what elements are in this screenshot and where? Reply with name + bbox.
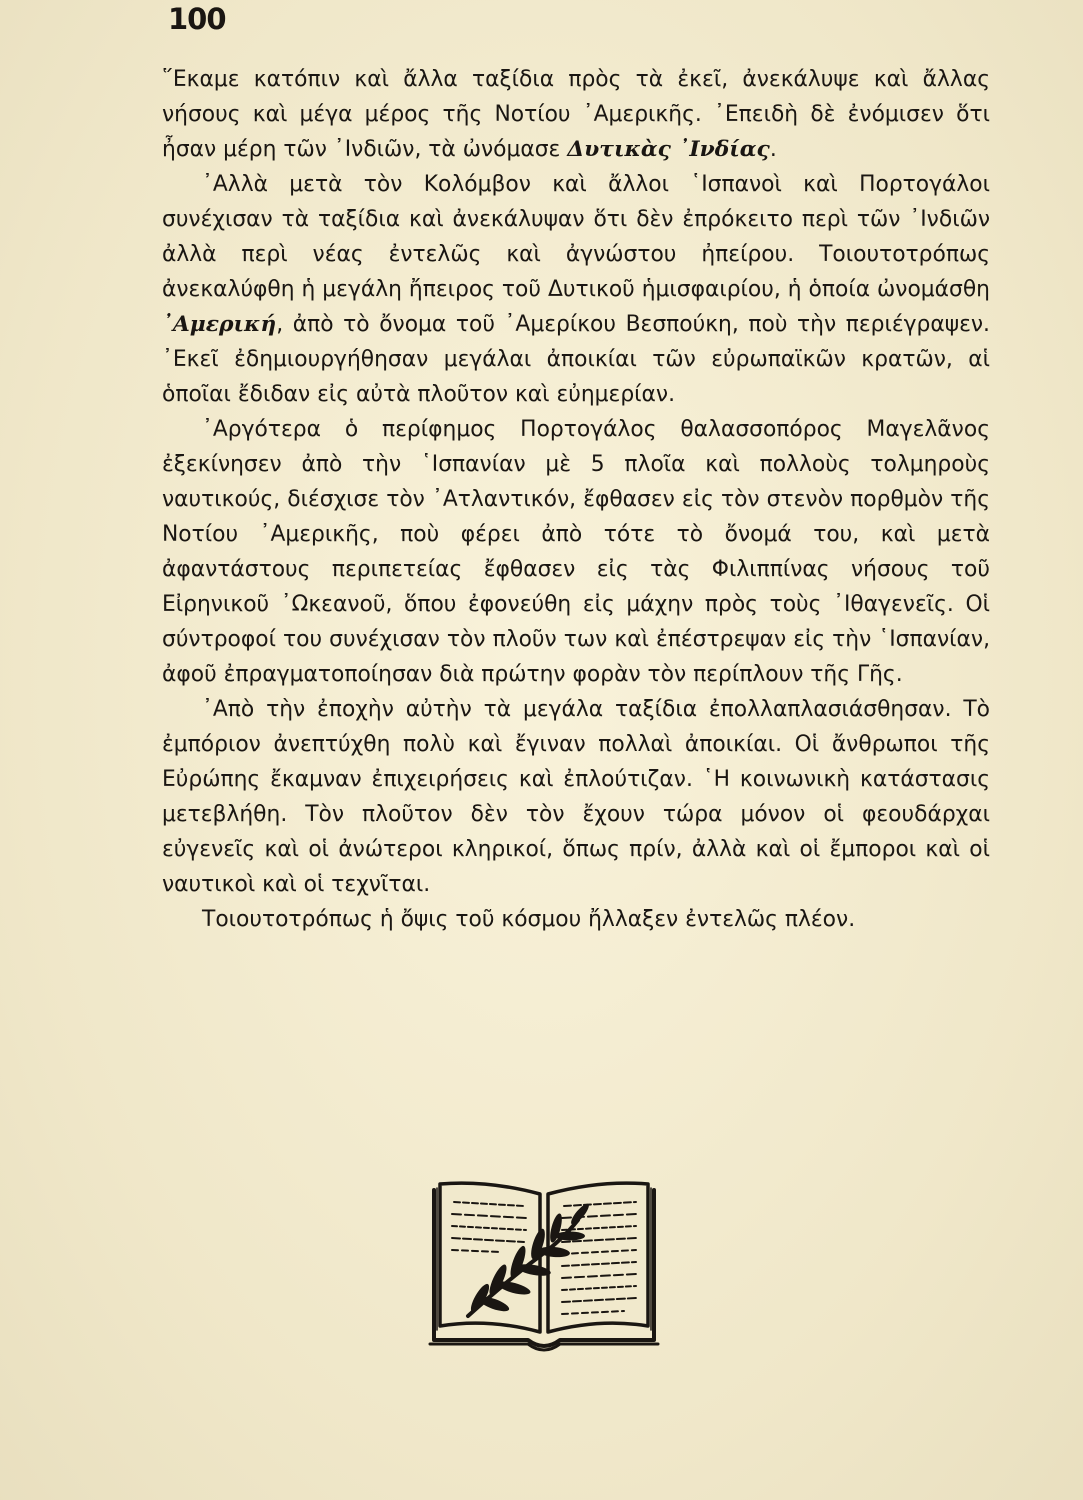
- page-number: 100: [168, 2, 226, 36]
- text-segment: ᾿Αργότερα ὁ περίφημος Πορτογάλος θαλασσοπόρος Μαγελᾶνος ἐξεκίνησεν ἀπὸ τὴν ῾Ισπανίαν μὲ 5 πλοῖα καὶ πολλοὺς τολμηροὺς ναυτικούς, διέσχισε τὸν ᾿Ατλαντικόν, ἔφθασεν εἰς τὸν στενὸν πορθμὸν τῆς Νοτίου ᾿Αμερικῆς, ποὺ φέρει ἀπὸ τότε τὸ ὄνομά του, καὶ μετὰ ἀφαντάστους περιπετείας ἔφθασεν εἰς τὰς Φιλιππίνας νήσους τοῦ Εἰρηνικοῦ ᾿Ωκεανοῦ, ὅπου ἐφονεύθη εἰς μάχην πρὸς τοὺς ᾿Ιθαγενεῖς. Οἱ σύντροφοί του συνέχισαν τὸν πλοῦν των καὶ ἐπέστρεψαν εἰς τὴν ῾Ισπανίαν, ἀφοῦ ἐπραγματοποίησαν διὰ πρώτην φορὰν τὸν περίπλουν τῆς Γῆς.: [162, 417, 990, 687]
- text-segment: , ἀπὸ τὸ ὄνομα τοῦ ᾿Αμερίκου Βεσπούκη, ποὺ τὴν περιέγραψεν. ᾿Εκεῖ ἐδημιουργήθησαν μεγάλαι ἀποικίαι τῶν εὐρωπαϊκῶν κρατῶν, αἱ ὁποῖαι ἔδιδαν εἰς αὐτὰ πλοῦτον καὶ εὐημερίαν.: [162, 312, 990, 407]
- text-segment: ῞Εκαμε κατόπιν καὶ ἄλλα ταξίδια πρὸς τὰ ἐκεῖ, ἀνεκάλυψε καὶ ἄλλας νήσους καὶ μέγα μέρος τῆς Νοτίου ᾿Αμερικῆς. ᾿Επειδὴ δὲ ἐνόμισεν ὅτι ἦσαν μέρη τῶν ᾿Ινδιῶν, τὰ ὠνόμασε: [162, 67, 990, 162]
- paragraph: [162, 902, 990, 937]
- paragraph: [162, 692, 990, 902]
- body-text: [162, 62, 990, 937]
- emphasized-term: ᾿Αμερική: [162, 312, 277, 337]
- paragraph: [162, 62, 990, 167]
- text-segment: Τοιουτοτρόπως ἡ ὄψις τοῦ κόσμου ἤλλαξεν ἐντελῶς πλέον.: [202, 907, 856, 932]
- text-segment: .: [769, 137, 777, 162]
- paragraph: [162, 412, 990, 692]
- emphasized-term: Δυτικὰς ᾿Ινδίας: [567, 137, 770, 162]
- open-book-with-olive-branch-icon: [428, 1180, 660, 1358]
- text-segment: ᾿Απὸ τὴν ἐποχὴν αὐτὴν τὰ μεγάλα ταξίδια ἐπολλαπλασιάσθησαν. Τὸ ἐμπόριον ἀνεπτύχθη πολὺ καὶ ἔγιναν πολλαὶ ἀποικίαι. Οἱ ἄνθρωποι τῆς Εὐρώπης ἔκαμναν ἐπιχειρήσεις καὶ ἐπλούτιζαν. ῾Η κοινωνικὴ κατάστασις μετεβλήθη. Τὸν πλοῦτον δὲν τὸν ἔχουν τώρα μόνον οἱ φεουδάρχαι εὐγενεῖς καὶ οἱ ἀνώτεροι κληρικοί, ὅπως πρίν, ἀλλὰ καὶ οἱ ἔμποροι καὶ οἱ ναυτικοὶ καὶ οἱ τεχνῖται.: [162, 697, 990, 897]
- paragraph: [162, 167, 990, 412]
- text-segment: ᾿Αλλὰ μετὰ τὸν Κολόμβον καὶ ἄλλοι ῾Ισπανοὶ καὶ Πορτογάλοι συνέχισαν τὰ ταξίδια καὶ ἀνεκάλυψαν ὅτι δὲν ἐπρόκειτο περὶ τῶν ᾿Ινδιῶν ἀλλὰ περὶ νέας ἐντελῶς καὶ ἀγνώστου ἠπείρου. Τοιουτοτρόπως ἀνεκαλύφθη ἡ μεγάλη ἤπειρος τοῦ Δυτικοῦ ἡμισφαιρίου, ἡ ὁποία ὠνομάσθη: [162, 172, 990, 302]
